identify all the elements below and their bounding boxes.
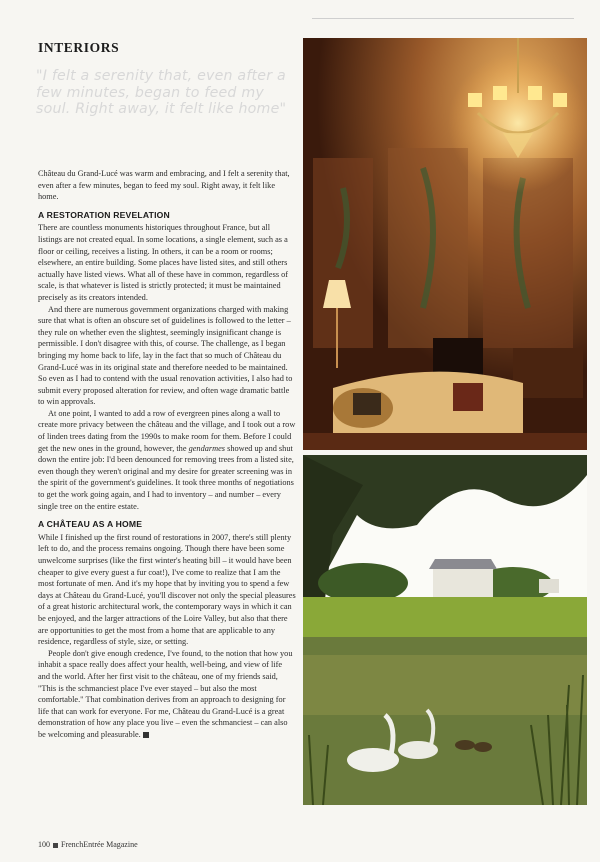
text-span: At one point, I wanted to add a row of evergreen pines along a wall to create more privacy between the château and the village, and I took out a row of linden trees dating from the 1990s to make room for them. Before I could get the new ones in the ground, however, the (38, 408, 296, 453)
page-number: 100 (38, 840, 50, 849)
paragraph: And there are numerous government organizations charged with making sure that what is often an obscure set of guidelines is followed to the letter – they rule on whether even the slightest, seemingly insignificant change is permissible. I don't disagree with this, of course. The challenge, as I began bringing my home back to life, lay in the fact that so much of Château du Grand-Lucé was in its original state and therefore needed to be maintained. So even as I had to contend with the usual renovation activities, I also had to submit every proposed alteration for review, and often wage dramatic battle to win approvals. (38, 304, 293, 407)
interior-photo (303, 38, 587, 450)
section-label: INTERIORS (38, 40, 120, 55)
article-column (38, 168, 296, 741)
lead-paragraph: Château du Grand-Lucé was warm and embracing, and I felt a serenity that, even after a few minutes, began to feed my soul. Right away, it felt like home. (38, 169, 290, 202)
paragraph (38, 408, 296, 512)
subheading-home: A CHÂTEAU AS A HOME (38, 519, 143, 530)
pull-quote: "I felt a serenity that, even after a few minutes, began to feed my soul. Right away, it felt like home" (36, 68, 287, 117)
page-footer (38, 840, 138, 849)
subheading-restoration: A RESTORATION REVELATION (38, 209, 170, 220)
salon-illustration (303, 38, 587, 450)
paragraph (38, 648, 296, 741)
magazine-name: FrenchEntrée Magazine (61, 840, 138, 849)
text-span: People don't give enough credence, I've found, to the notion that how you inhabit a space really does affect your health, well-being, and view of life and the world. After her first visit to the château, one of my friends said, "This is the schmanciest place I've ever stayed – but also the most comfortable." That combination derives from an approach to designing for life that can work for everyone. For me, Château du Grand-Lucé is a great demonstration of how any place you live – even the schmanciest – can also be welcoming and pleasurable. (38, 648, 293, 739)
paragraph: There are countless monuments historiques throughout France, but all listings are not created equal. In some locations, a single element, such as a floor or ceiling, receives a listing. In others, it can be a room or rooms; elsewhere, an entire building. Some places have listed sites, and still others actually have listed views. What all of these have in common, regardless of scale, is that whatever is listed is strictly protected; it must be maintained precisely as its creators intended. (38, 223, 289, 302)
paragraph: While I finished up the first round of restorations in 2007, there's still plenty left to do, and the process remains ongoing. Though there have been some unwelcome surprises (like the first winter's heating bill – it would have been cheaper to give every guest a fur coat!), I've come to realize that I am the most fortunate of men. And it's my hope that by inviting you to spend a few days at Château du Grand-Lucé, you'll discover not only the special pleasures of a great historic architectural work, the contemporary ways in which it can be enjoyed, and the larger attractions of the Loire Valley, but also that there are opportunities to get the most from a home that are applicable to any residence, regardless of style, size, or setting. (38, 532, 296, 647)
end-mark-icon (143, 732, 149, 738)
top-rule (312, 18, 574, 19)
text-span: showed up and shut down the entire job: I'd been denounced for removing trees from a listed site, even though they weren't original and my desire for greater screening was in the spirit of the government's guidelines. It took three months of negotiations to get the work going again, and I had to inventory – and number – every single tree on the entire estate. (38, 443, 294, 511)
italic-term: gendarmes (188, 443, 226, 453)
bullet-square-icon (53, 843, 58, 848)
chateau-photo (303, 455, 587, 805)
pond-chateau-illustration (303, 455, 587, 805)
